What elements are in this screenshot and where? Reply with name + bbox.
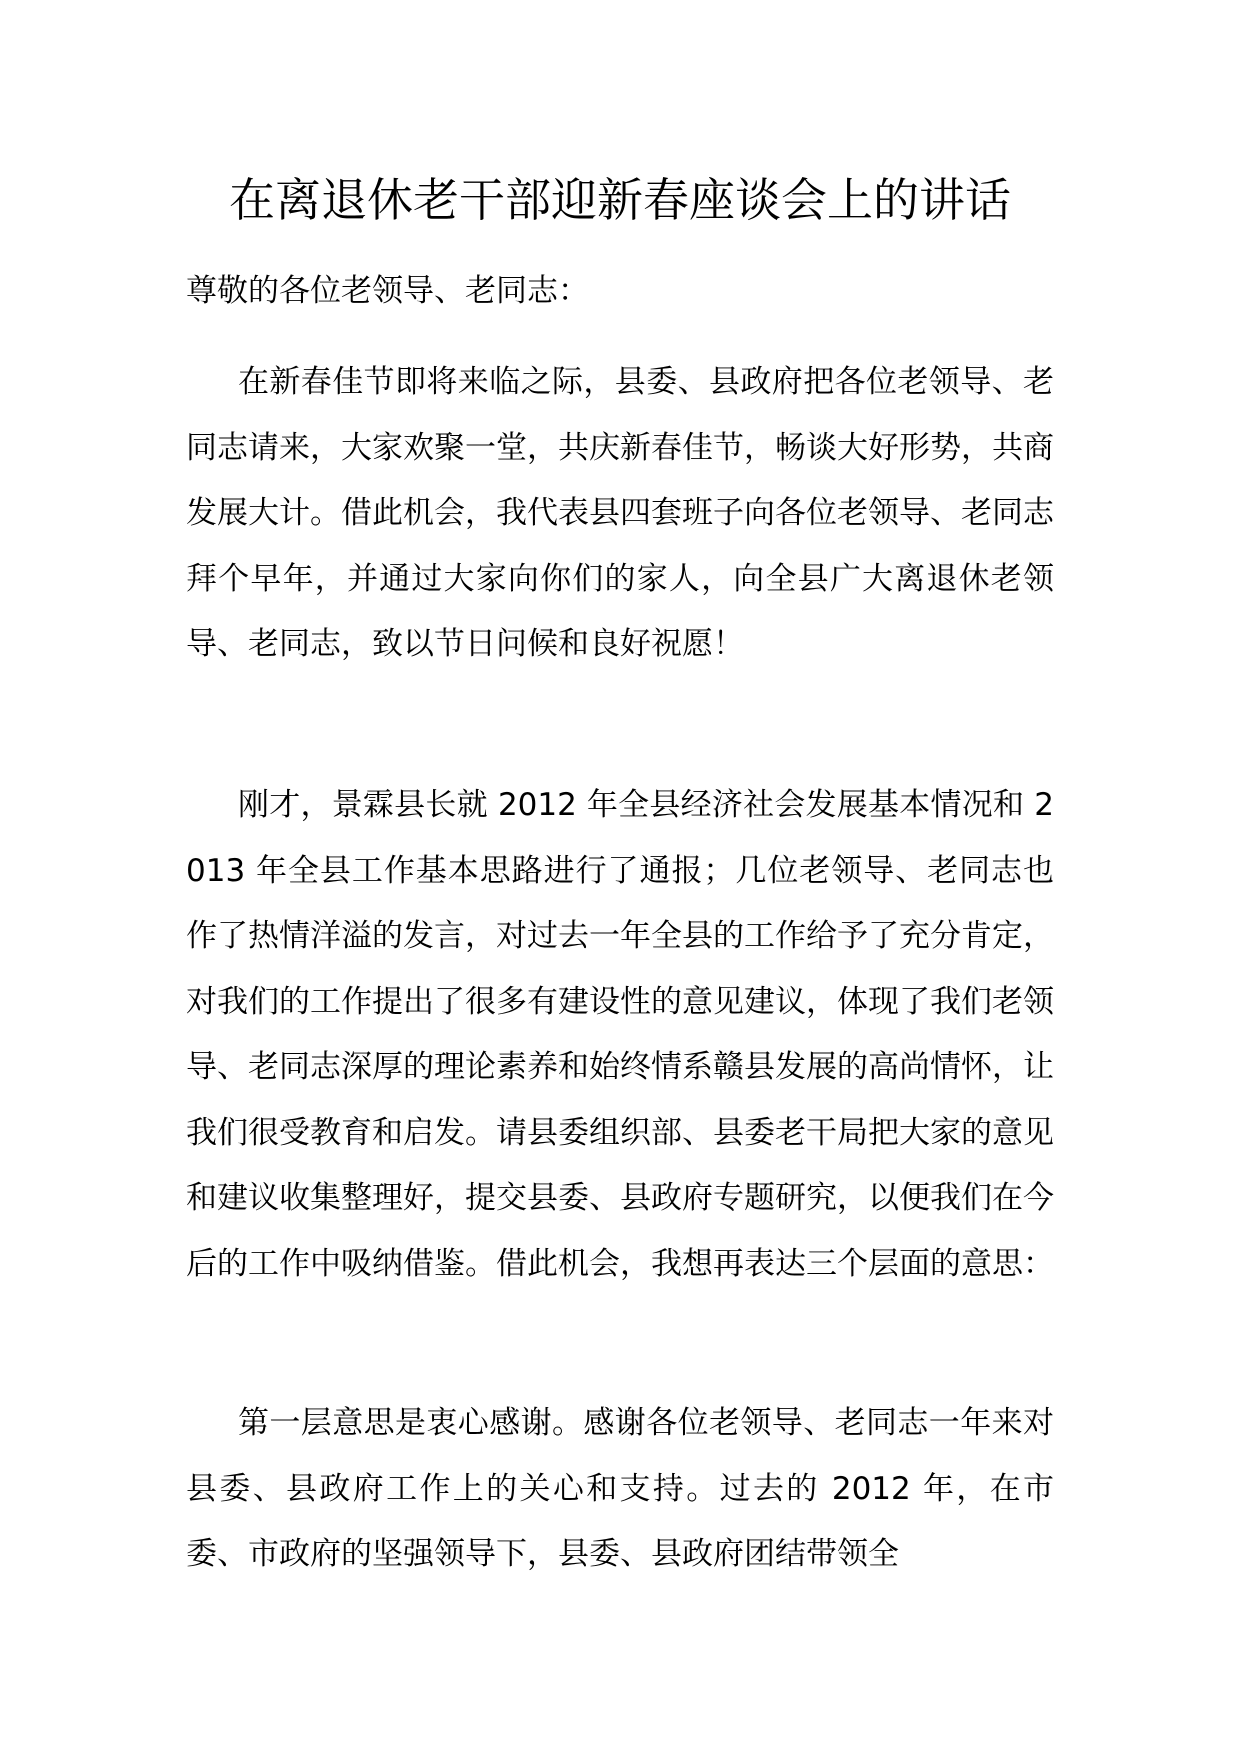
document-title: 在离退休老干部迎新春座谈会上的讲话: [229, 173, 1011, 227]
salutation: 尊敬的各位老领导、老同志：: [186, 273, 589, 309]
paragraph-1: 在新春佳节即将来临之际，县委、县政府把各位老领导、老同志请来，大家欢聚一堂，共庆新春佳节，畅谈大好形势，共商发展大计。借此机会，我代表县四套班子向各位老领导、老同志拜个早年，并通过大家向你们的家人，向全县广大离退休老领导、老同志，致以节日问候和良好祝愿！: [186, 364, 1054, 662]
paragraph-3: 第一层意思是衷心感谢。感谢各位老领导、老同志一年来对县委、县政府工作上的关心和支持。过去的 2012 年，在市委、市政府的坚强领导下，县委、县政府团结带领全: [186, 1405, 1054, 1572]
paragraph-2: 刚才，景霖县长就 2012 年全县经济社会发展基本情况和 2013 年全县工作基本思路进行了通报；几位老领导、老同志也作了热情洋溢的发言，对过去一年全县的工作给予了充分肯定，对我们的工作提出了很多有建设性的意见建议，体现了我们老领导、老同志深厚的理论素养和始终情系赣县发展的高尚情怀，让我们很受教育和启发。请县委组织部、县委老干局把大家的意见和建议收集整理好，提交县委、县政府专题研究，以便我们在今后的工作中吸纳借鉴。借此机会，我想再表达三个层面的意思：: [186, 787, 1054, 1282]
